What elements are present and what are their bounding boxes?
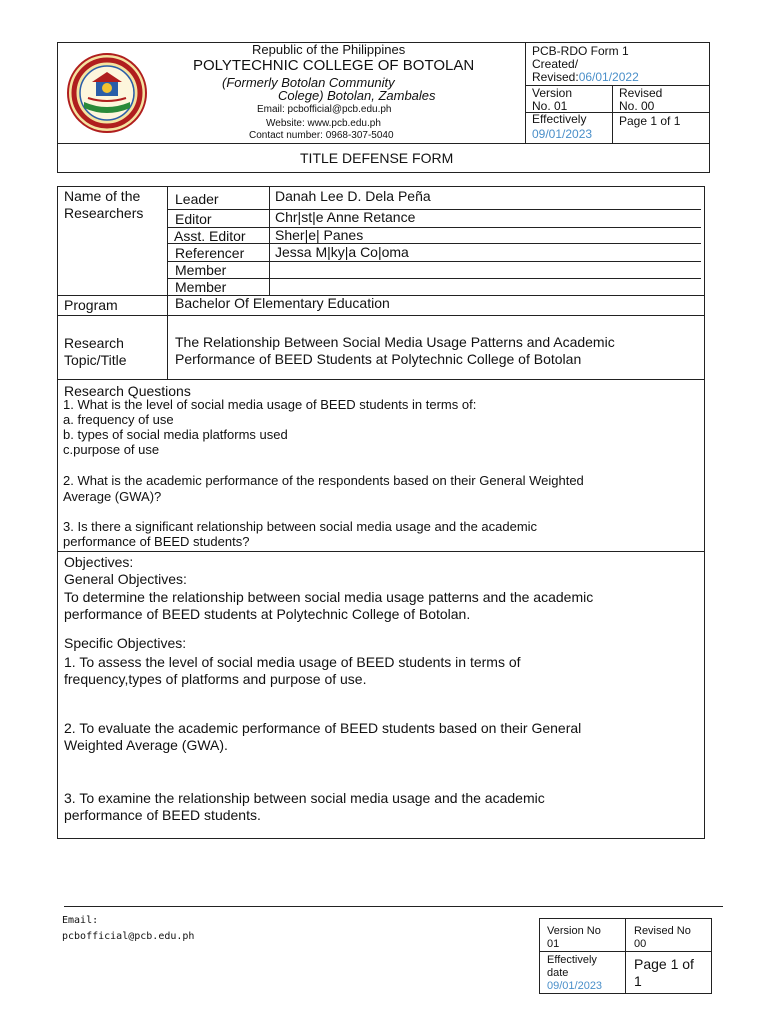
form-code: PCB-RDO Form 1: [532, 44, 629, 58]
program-value: Bachelor Of Elementary Education: [175, 295, 390, 311]
program-label: Program: [64, 297, 118, 313]
general-objectives-heading: General Objectives:: [64, 571, 187, 587]
college-name: POLYTECHNIC COLLEGE OF BOTOLAN: [193, 57, 475, 74]
topic-line-1: The Relationship Between Social Media Usage Patterns and Academic: [175, 334, 615, 350]
revised-no: No. 00: [619, 99, 655, 113]
role-editor: Editor: [175, 211, 212, 227]
revised-no-label: Revised: [619, 86, 663, 100]
question-1c: c.purpose of use: [63, 442, 160, 457]
created-label: Created/: [532, 57, 579, 71]
footer-email-value: pcbofficial@pcb.edu.ph: [62, 931, 195, 942]
revised-date-line: [532, 71, 639, 85]
header-email: Email: pcbofficial@pcb.edu.ph: [257, 104, 392, 115]
version-label: Version: [532, 86, 573, 100]
topic-line-2: Performance of BEED Students at Polytechnic College of Botolan: [175, 351, 582, 367]
formerly-line-2: Colege) Botolan, Zambales: [278, 88, 436, 103]
college-seal-logo: [66, 52, 148, 134]
researchers-label-2: Researchers: [64, 205, 144, 221]
question-3-line-1: 3. Is there a significant relationship between social media usage and the academic: [63, 519, 538, 534]
footer-version-value: 01: [547, 938, 560, 950]
objectives-heading: Objectives:: [64, 554, 134, 570]
role-member-1: Member: [175, 262, 227, 278]
footer-revised-label: Revised No: [634, 925, 691, 937]
specific-objective-1-line-1: 1. To assess the level of social media usage of BEED students in terms of: [64, 654, 521, 670]
question-1b: b. types of social media platforms used: [63, 427, 288, 442]
form-title: TITLE DEFENSE FORM: [300, 150, 454, 166]
footer-rule: [64, 906, 723, 907]
footer-version-label: Version No: [547, 925, 601, 937]
footer-effectively-label-1: Effectively: [547, 954, 597, 966]
question-2-line-2: Average (GWA)?: [63, 489, 162, 504]
role-asst-editor: Asst. Editor: [174, 228, 246, 244]
footer-page-line-2: 1: [634, 973, 642, 989]
footer-page-line-1: Page 1 of: [634, 956, 694, 972]
name-asst-editor: Sher|e| Panes: [275, 227, 364, 243]
research-questions-heading: Research Questions: [64, 383, 191, 399]
footer-revised-value: 00: [634, 938, 647, 950]
page-number: Page 1 of 1: [619, 114, 681, 128]
footer-effectively-date: 09/01/2023: [547, 980, 603, 992]
specific-objective-2-line-2: Weighted Average (GWA).: [64, 737, 228, 753]
header-contact: Contact number: 0968-307-5040: [249, 130, 394, 141]
revised-date: 06/01/2022: [578, 70, 639, 84]
name-leader: Danah Lee D. Dela Peña: [275, 188, 431, 204]
footer-email-label: Email:: [62, 915, 99, 926]
revised-label: Revised:: [532, 70, 579, 84]
name-editor: Chr|st|e Anne Retance: [275, 209, 416, 225]
role-leader: Leader: [175, 191, 219, 207]
role-member-2: Member: [175, 279, 227, 295]
question-1a: a. frequency of use: [63, 412, 174, 427]
general-objective-line-2: performance of BEED students at Polytechnic College of Botolan.: [64, 606, 471, 622]
specific-objective-3-line-1: 3. To examine the relationship between social media usage and the academic: [64, 790, 545, 806]
question-3-line-2: performance of BEED students?: [63, 534, 250, 549]
specific-objective-3-line-2: performance of BEED students.: [64, 807, 261, 823]
effectively-date: 09/01/2023: [532, 127, 593, 141]
header-divider: [57, 143, 710, 144]
topic-label-1: Research: [64, 335, 124, 351]
question-1: 1. What is the level of social media usage of BEED students in terms of:: [63, 397, 477, 412]
effectively-label: Effectively: [532, 112, 587, 126]
general-objective-line-1: To determine the relationship between social media usage patterns and the academic: [64, 589, 594, 605]
version-no: No. 01: [532, 99, 568, 113]
header-website: Website: www.pcb.edu.ph: [266, 118, 381, 129]
footer-effectively-label-2: date: [547, 967, 569, 979]
specific-objective-2-line-1: 2. To evaluate the academic performance of BEED students based on their General: [64, 720, 582, 736]
republic-text: Republic of the Philippines: [252, 42, 406, 57]
header-info-divider: [525, 42, 526, 143]
researchers-label-1: Name of the: [64, 188, 141, 204]
specific-objective-1-line-2: frequency,types of platforms and purpose of use.: [64, 671, 367, 687]
formerly-line-1: (Formerly Botolan Community: [222, 75, 395, 90]
role-referencer: Referencer: [175, 245, 245, 261]
specific-objectives-heading: Specific Objectives:: [64, 635, 187, 651]
name-referencer: Jessa M|ky|a Co|oma: [275, 244, 409, 260]
question-2-line-1: 2. What is the academic performance of the respondents based on their General Weighted: [63, 473, 584, 488]
topic-label-2: Topic/Title: [64, 352, 127, 368]
